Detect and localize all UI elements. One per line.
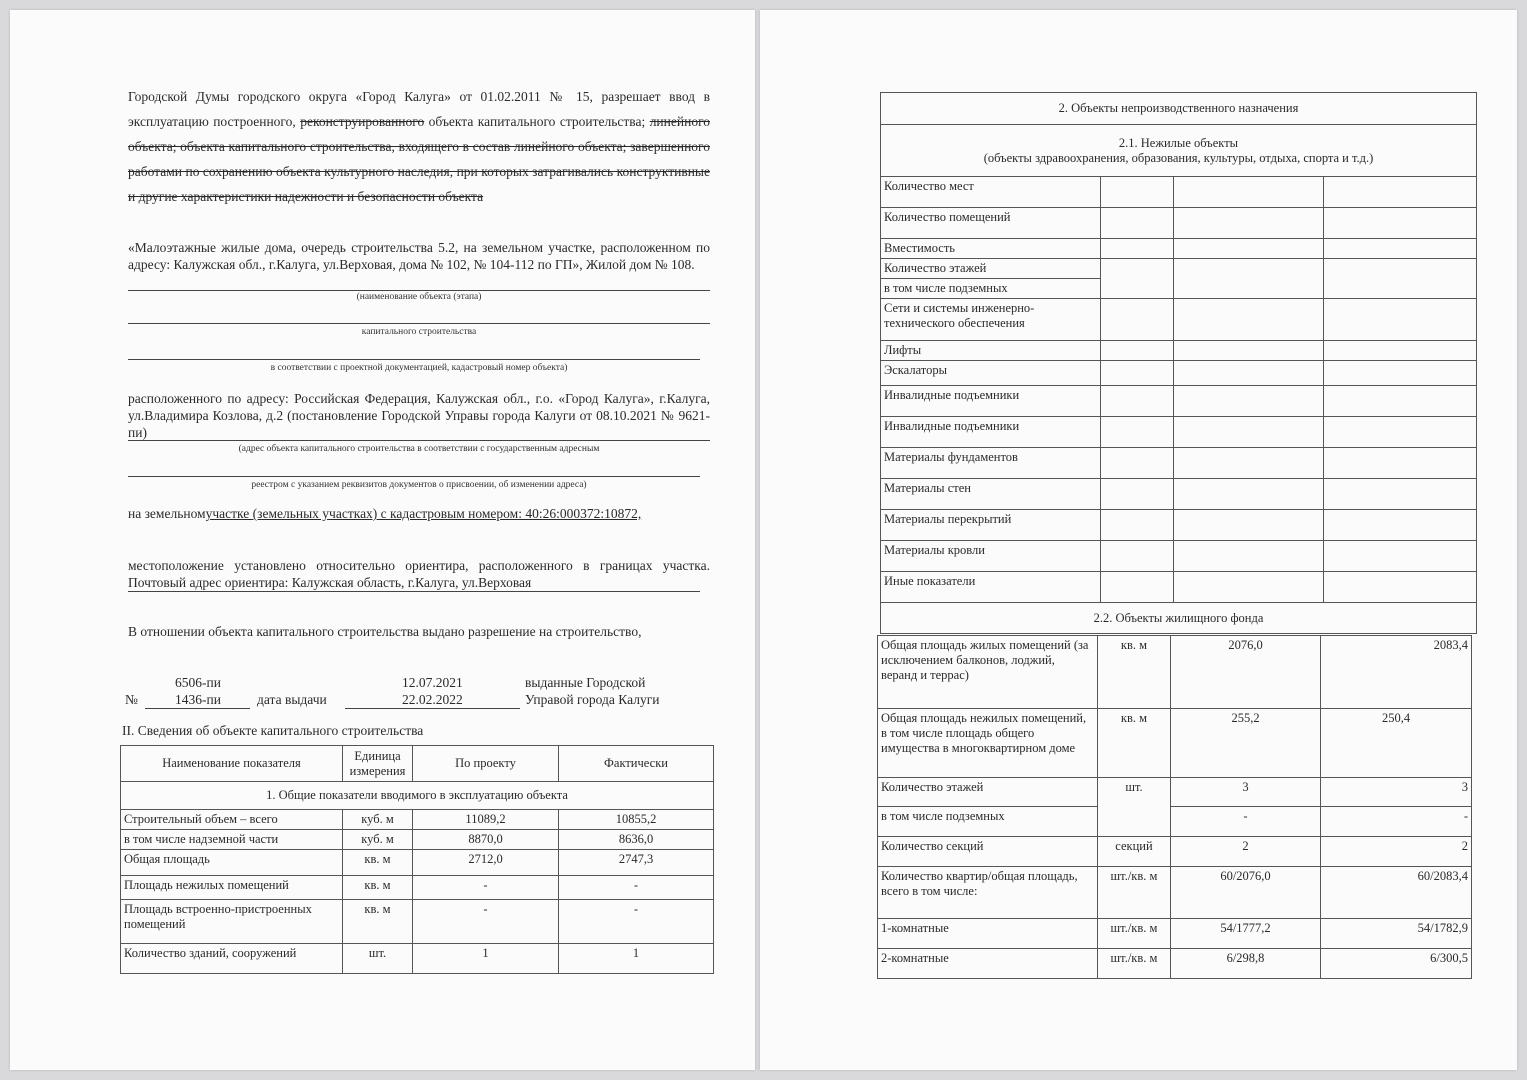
permit-no-label: № <box>125 692 138 707</box>
row-project: 11089,2 <box>413 810 559 830</box>
row-unit: шт./кв. м <box>1098 949 1171 979</box>
row-project: 54/1777,2 <box>1171 919 1321 949</box>
intro-paragraph <box>128 84 710 209</box>
table-row <box>881 361 1477 386</box>
row-label: Материалы перекрытий <box>881 510 1101 541</box>
underline <box>128 476 700 477</box>
row-label: Количество этажей <box>881 259 1101 279</box>
group-2-1-title: 2.1. Нежилые объекты (объекты здравоохранения, образования, культуры, отдыха, спорта и т.д.) <box>881 125 1477 177</box>
row-label: Количество мест <box>881 177 1101 208</box>
right-page <box>760 10 1517 1070</box>
row-project: 2712,0 <box>413 850 559 876</box>
table-row <box>878 778 1472 807</box>
table-row <box>881 417 1477 448</box>
underline <box>128 591 700 592</box>
row-label: Количество помещений <box>881 208 1101 239</box>
row-project: 2 <box>1171 837 1321 867</box>
underline <box>128 290 710 291</box>
underline <box>345 708 520 709</box>
caption-name: (наименование объекта (этапа) <box>356 292 482 302</box>
table-header-row <box>121 746 714 782</box>
row-label: Лифты <box>881 341 1101 361</box>
permit-issuer-2: Управой города Калуги <box>525 692 660 707</box>
row-label: в том числе подземных <box>881 279 1101 299</box>
caption-project: в соответствии с проектной документацией, кадастровый номер объекта) <box>270 363 568 373</box>
table-row <box>878 636 1472 709</box>
table-row <box>878 709 1472 778</box>
table-row <box>121 944 714 974</box>
land-line: на земельномучастке (земельных участках) с кадастровым номером: 40:26:000372:10872, <box>128 506 642 521</box>
table-group-row <box>881 125 1477 177</box>
row-label: Инвалидные подъемники <box>881 417 1101 448</box>
table-row <box>881 177 1477 208</box>
row-actual: 8636,0 <box>559 830 714 850</box>
row-label: Строительный объем – всего <box>121 810 343 830</box>
header-unit: Единица измерения <box>343 746 413 782</box>
row-unit: шт./кв. м <box>1098 919 1171 949</box>
row-label: Площадь нежилых помещений <box>121 876 343 900</box>
table-row <box>878 837 1472 867</box>
table-row <box>878 807 1472 837</box>
table-row <box>121 876 714 900</box>
row-actual: 250,4 <box>1321 709 1472 778</box>
row-actual: 3 <box>1321 778 1472 807</box>
permit-date-1: 12.07.2021 <box>402 675 463 690</box>
general-indicators-table <box>120 745 714 974</box>
table-row <box>881 448 1477 479</box>
row-unit: кв. м <box>343 850 413 876</box>
row-actual: 60/2083,4 <box>1321 867 1472 919</box>
table-row <box>878 949 1472 979</box>
permit-date-2: 22.02.2022 <box>402 692 463 707</box>
section-title: II. Сведения об объекте капитального строительства <box>122 723 424 738</box>
permit-date-label: дата выдачи <box>257 692 327 707</box>
address-paragraph: расположенного по адресу: Российская Федерация, Калужская обл., г.о. «Город Калуга», г.Калуга, ул.Владимира Козлова, д.2 (постановление Городской Управы города Калуги от 08.10.2021 № 9621-пи) <box>128 391 710 440</box>
row-unit: шт./кв. м <box>1098 867 1171 919</box>
row-label: Площадь встроенно-пристроенных помещений <box>121 900 343 944</box>
row-label: в том числе надземной части <box>121 830 343 850</box>
row-label: Общая площадь нежилых помещений, в том числе площадь общего имущества в многоквартирном доме <box>878 709 1098 778</box>
caption-address-2: реестром с указанием реквизитов документов о присвоении, об изменении адреса) <box>251 480 587 490</box>
table-row <box>878 919 1472 949</box>
row-project: - <box>413 876 559 900</box>
row-actual: 54/1782,9 <box>1321 919 1472 949</box>
row-label: Материалы стен <box>881 479 1101 510</box>
table-row <box>881 479 1477 510</box>
row-unit: шт. <box>343 944 413 974</box>
location-paragraph: местоположение установлено относительно ориентира, расположенного в границах участка. Почтовый адрес ориентира: Калужская область, г.Калуга, ул.Верховая <box>128 558 710 590</box>
row-unit: кв. м <box>343 876 413 900</box>
row-project: - <box>1171 807 1321 837</box>
table-row <box>881 239 1477 259</box>
row-label: Материалы фундаментов <box>881 448 1101 479</box>
row-actual: - <box>559 900 714 944</box>
row-label: Количество этажей <box>878 778 1098 807</box>
table-row <box>881 541 1477 572</box>
row-label: Вместимость <box>881 239 1101 259</box>
table-group-row <box>121 782 714 810</box>
row-actual: 2747,3 <box>559 850 714 876</box>
row-unit: кв. м <box>343 900 413 944</box>
row-project: 8870,0 <box>413 830 559 850</box>
row-actual: 2083,4 <box>1321 636 1472 709</box>
table-row <box>121 810 714 830</box>
intro-text-b: объекта капитального строительства; <box>428 114 646 129</box>
row-project: 6/298,8 <box>1171 949 1321 979</box>
row-label: Общая площадь жилых помещений (за исключением балконов, лоджий, веранд и террас) <box>878 636 1098 709</box>
underline <box>128 323 710 324</box>
row-label: Инвалидные подъемники <box>881 386 1101 417</box>
intro-text: Городской Думы городского округа «Город Калуга» от 01.02.2011 № 15, разрешает ввод в эксплуатацию построенного, <box>128 89 710 129</box>
group-2-2-title: 2.2. Объекты жилищного фонда <box>881 603 1477 634</box>
row-label: 1-комнатные <box>878 919 1098 949</box>
row-unit: куб. м <box>343 810 413 830</box>
cadastral-number: участке (земельных участках) с кадастровым номером: 40:26:000372:10872, <box>205 506 642 521</box>
group-2-title: 2. Объекты непроизводственного назначения <box>881 93 1477 125</box>
object-name: «Малоэтажные жилые дома, очередь строительства 5.2, на земельном участке, расположенном по адресу: Калужская обл., г.Калуга, ул.Верховая, дома № 102, № 104-112 по ГП», Жилой дом № 108. <box>128 240 710 272</box>
row-label: в том числе подземных <box>878 807 1098 837</box>
row-label: Количество секций <box>878 837 1098 867</box>
row-project: 2076,0 <box>1171 636 1321 709</box>
underline <box>128 440 710 441</box>
permit-number-1: 6506-пи <box>175 675 221 690</box>
row-label: 2-комнатные <box>878 949 1098 979</box>
table-row <box>121 850 714 876</box>
table-row <box>121 900 714 944</box>
row-label: Общая площадь <box>121 850 343 876</box>
row-unit: кв. м <box>1098 709 1171 778</box>
row-project: 255,2 <box>1171 709 1321 778</box>
intro-strike-2: линейного объекта; объекта капитального строительства, входящего в состав линейного объекта; завершенного работами по сохранению объекта культурного наследия, при которых затрагивались конструктивные и другие характеристики надежности и безопасности объекта <box>128 114 711 204</box>
row-project: 1 <box>413 944 559 974</box>
underline <box>128 359 700 360</box>
table-row <box>881 299 1477 341</box>
header-actual: Фактически <box>559 746 714 782</box>
underline <box>145 708 250 709</box>
row-actual: 10855,2 <box>559 810 714 830</box>
table-row <box>881 259 1477 279</box>
header-name: Наименование показателя <box>121 746 343 782</box>
row-label: Сети и системы инженерно-технического обеспечения <box>881 299 1101 341</box>
intro-strike-1: реконструированного <box>300 114 425 129</box>
row-unit: кв. м <box>1098 636 1171 709</box>
table-group-row <box>881 603 1477 634</box>
row-label: Количество квартир/общая площадь, всего в том числе: <box>878 867 1098 919</box>
left-page <box>10 10 755 1070</box>
row-actual: 2 <box>1321 837 1472 867</box>
row-project: 3 <box>1171 778 1321 807</box>
row-actual: 1 <box>559 944 714 974</box>
nonresidential-table <box>880 92 1477 634</box>
row-label: Количество зданий, сооружений <box>121 944 343 974</box>
row-label: Иные показатели <box>881 572 1101 603</box>
permit-number-2: 1436-пи <box>175 692 221 707</box>
row-actual: - <box>559 876 714 900</box>
table-row <box>121 830 714 850</box>
table-row <box>881 341 1477 361</box>
row-unit: секций <box>1098 837 1171 867</box>
table-row <box>881 572 1477 603</box>
group-1-title: 1. Общие показатели вводимого в эксплуатацию объекта <box>121 782 714 810</box>
table-row <box>881 208 1477 239</box>
permit-issuer-1: выданные Городской <box>525 675 646 690</box>
table-row <box>878 867 1472 919</box>
row-unit: куб. м <box>343 830 413 850</box>
header-project: По проекту <box>413 746 559 782</box>
row-project: 60/2076,0 <box>1171 867 1321 919</box>
row-label: Материалы кровли <box>881 541 1101 572</box>
caption-address-1: (адрес объекта капитального строительства в соответствии с государственным адресным <box>238 444 600 454</box>
caption-kap: капитального строительства <box>361 327 477 337</box>
table-row <box>881 386 1477 417</box>
row-project: - <box>413 900 559 944</box>
row-actual: - <box>1321 807 1472 837</box>
row-unit: шт. <box>1098 778 1171 837</box>
residential-table <box>877 635 1472 979</box>
permit-intro: В отношении объекта капитального строительства выдано разрешение на строительство, <box>128 624 642 639</box>
table-group-row <box>881 93 1477 125</box>
table-row <box>881 510 1477 541</box>
row-actual: 6/300,5 <box>1321 949 1472 979</box>
row-label: Эскалаторы <box>881 361 1101 386</box>
